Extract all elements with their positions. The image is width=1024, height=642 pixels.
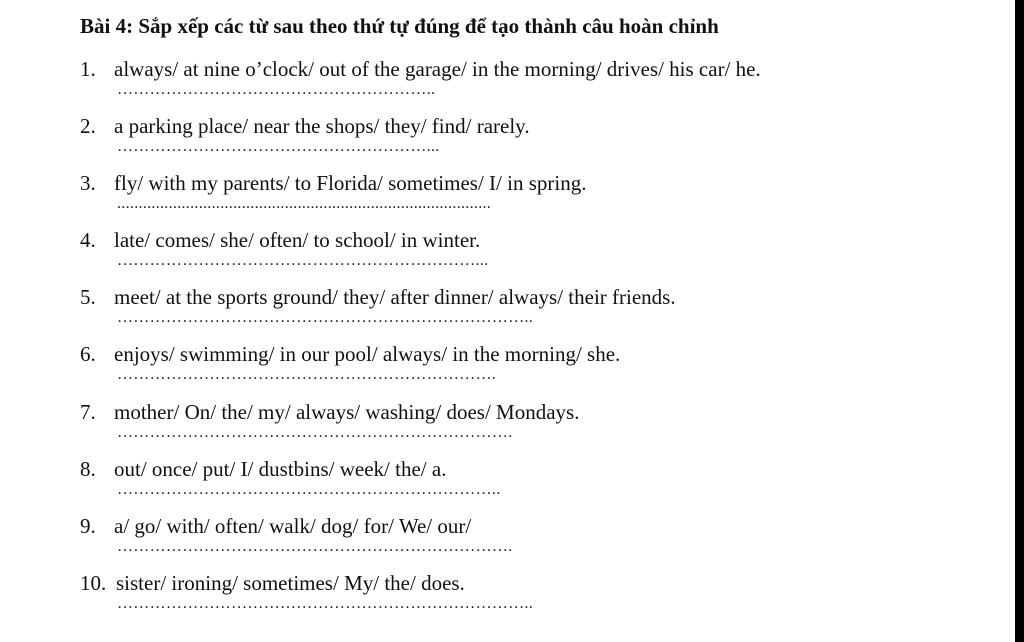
question-prompt: meet/ at the sports ground/ they/ after dinner/ always/ their friends. [114,285,676,309]
question-prompt: out/ once/ put/ I/ dustbins/ week/ the/ a. [114,457,447,481]
question-item-7 [80,400,1000,457]
question-number: 9. [80,514,96,538]
answer-line[interactable]: ....................................................................................... [117,195,492,212]
answer-line[interactable]: ………………………………………………………………. [117,424,513,441]
question-prompt: always/ at nine o’clock/ out of the garage/ in the morning/ drives/ his car/ he. [114,57,761,81]
question-prompt: a parking place/ near the shops/ they/ find/ rarely. [114,114,530,138]
question-number: 7. [80,400,96,424]
answer-line[interactable]: …………………………………………………... [117,138,440,155]
question-prompt: fly/ with my parents/ to Florida/ sometimes/ I/ in spring. [114,171,587,195]
exercise-title: Bài 4: Sắp xếp các từ sau theo thứ tự đúng để tạo thành câu hoàn chỉnh [80,14,719,38]
question-number: 3. [80,171,96,195]
answer-line[interactable]: ……………………………………………………………. [117,366,497,383]
question-item-6 [80,342,1000,399]
question-item-8 [80,457,1000,514]
question-item-3 [80,171,1000,228]
answer-line[interactable]: …………………………………………………………….. [117,481,501,498]
question-item-5 [80,285,1000,342]
question-number: 8. [80,457,96,481]
question-number: 1. [80,57,96,81]
question-number: 5. [80,285,96,309]
question-number: 2. [80,114,96,138]
question-prompt: enjoys/ swimming/ in our pool/ always/ in the morning/ she. [114,342,621,366]
answer-line[interactable]: ………………………………………………………………….. [117,309,534,326]
question-item-9 [80,514,1000,571]
question-item-4 [80,228,1000,285]
question-item-1 [80,57,1000,114]
question-prompt: a/ go/ with/ often/ walk/ dog/ for/ We/ our/ [114,514,472,538]
answer-line[interactable]: ………………………………………………………………….. [117,595,534,612]
question-prompt: sister/ ironing/ sometimes/ My/ the/ does. [116,571,465,595]
question-prompt: late/ comes/ she/ often/ to school/ in winter. [114,228,481,252]
question-item-10 [80,571,1000,628]
answer-line[interactable]: ………………………………………………………………. [117,538,513,555]
question-prompt: mother/ On/ the/ my/ always/ washing/ does/ Mondays. [114,400,580,424]
question-number: 10. [80,571,107,595]
question-number: 4. [80,228,96,252]
question-item-2 [80,114,1000,171]
question-number: 6. [80,342,96,366]
answer-line[interactable]: …………………………………………………………... [117,252,489,269]
answer-line[interactable]: ………………………………………………….. [117,81,436,98]
